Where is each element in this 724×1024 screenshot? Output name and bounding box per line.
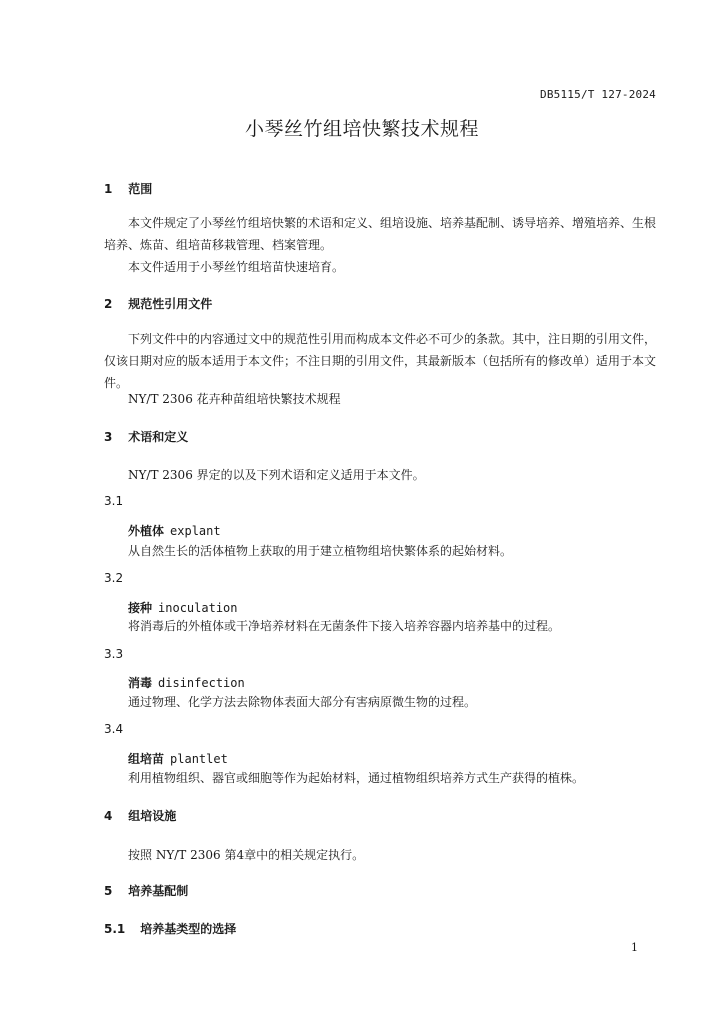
- section-number: 1: [104, 182, 113, 196]
- document-title: 小琴丝竹组培快繁技术规程: [244, 118, 479, 140]
- term-number: 3.2: [104, 571, 124, 585]
- term-en: inoculation: [158, 601, 238, 615]
- section-4-paragraph-1: 按照 NY/T 2306 第4章中的相关规定执行。: [128, 848, 365, 862]
- section-title: 范围: [128, 182, 153, 196]
- subsection-number: 5.1: [104, 922, 126, 936]
- term-definition: 将消毒后的外植体或干净培养材料在无菌条件下接入培养容器内培养基中的过程。: [128, 619, 561, 633]
- term-name: [128, 599, 238, 616]
- section-3-heading: [104, 428, 188, 445]
- term-zh: 消毒: [128, 676, 153, 690]
- term-name: [128, 750, 228, 767]
- section-3-intro: NY/T 2306 界定的以及下列术语和定义适用于本文件。: [128, 468, 425, 482]
- normative-reference: NY/T 2306 花卉种苗组培快繁技术规程: [128, 392, 341, 406]
- section-1-paragraph-2: 本文件适用于小琴丝竹组培苗快速培育。: [128, 260, 345, 274]
- term-zh: 接种: [128, 601, 153, 615]
- section-number: 4: [104, 809, 113, 823]
- section-1-heading: [104, 180, 152, 197]
- term-number: 3.4: [104, 722, 124, 736]
- term-definition: 从自然生长的活体植物上获取的用于建立植物组培快繁体系的起始材料。: [128, 544, 513, 558]
- term-number: 3.3: [104, 647, 124, 661]
- term-name: [128, 522, 221, 539]
- subsection-5-1-heading: [104, 920, 236, 937]
- term-en: explant: [170, 524, 221, 538]
- section-number: 2: [104, 297, 113, 311]
- section-title: 规范性引用文件: [128, 297, 213, 311]
- section-title: 培养基配制: [128, 884, 189, 898]
- term-en: plantlet: [170, 752, 228, 766]
- section-5-heading: [104, 882, 188, 899]
- section-2-paragraph-1: 下列文件中的内容通过文中的规范性引用而构成本文件必不可少的条款。其中，注日期的引用文件，仅该日期对应的版本适用于本文件；不注日期的引用文件，其最新版本（包括所有的修改单）适用于本文件。: [104, 332, 657, 390]
- section-2-heading: [104, 295, 212, 312]
- term-zh: 组培苗: [128, 752, 165, 766]
- term-definition: 通过物理、化学方法去除物体表面大部分有害病原微生物的过程。: [128, 695, 477, 709]
- term-number: 3.1: [104, 494, 124, 508]
- term-name: [128, 674, 245, 691]
- term-en: disinfection: [158, 676, 245, 690]
- term-definition: 利用植物组织、器官或细胞等作为起始材料，通过植物组织培养方式生产获得的植株。: [128, 771, 585, 785]
- standard-code: DB5115/T 127-2024: [540, 88, 656, 101]
- section-title: 术语和定义: [128, 430, 189, 444]
- term-zh: 外植体: [128, 524, 165, 538]
- page-number: 1: [631, 941, 638, 954]
- subsection-title: 培养基类型的选择: [140, 922, 237, 936]
- section-4-heading: [104, 807, 176, 824]
- section-title: 组培设施: [128, 809, 177, 823]
- section-1-paragraph-1: 本文件规定了小琴丝竹组培快繁的术语和定义、组培设施、培养基配制、诱导培养、增殖培养、生根培养、炼苗、组培苗移栽管理、档案管理。: [104, 216, 657, 252]
- section-number: 5: [104, 884, 113, 898]
- section-number: 3: [104, 430, 113, 444]
